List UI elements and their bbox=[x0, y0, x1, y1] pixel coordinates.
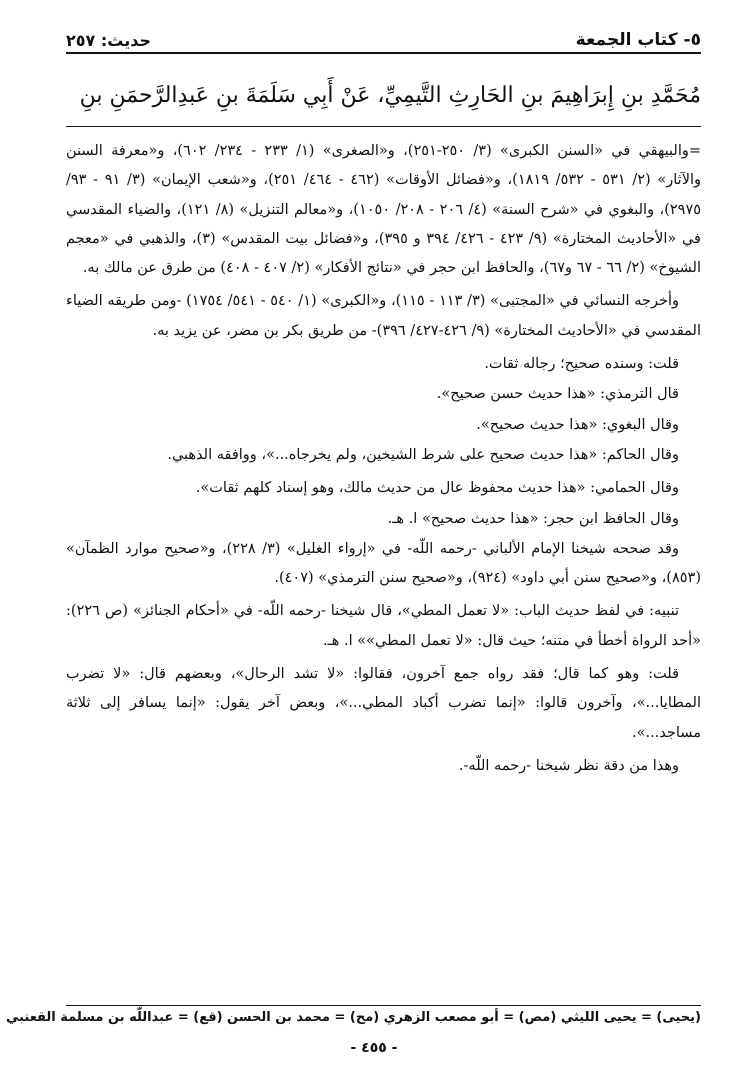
paragraph-note: تنبيه: في لفظ حديث الباب: «لا تعمل المطي»، قال شيخنا -رحمه اللّه- في «أحكام الجنائز» (ص ٢٢٦): «أحد الرواة أخطأ في متنه؛ حيث قال: «لا تعمل المطي»» ا. هـ. bbox=[66, 603, 701, 649]
paragraph-hamami: وقال الحمامي: «هذا حديث محفوظ عال من حديث مالك، وهو إسناد كلهم ثقات». bbox=[195, 480, 679, 497]
paragraph-baghawi: وقال البغوي: «هذا حديث صحيح». bbox=[476, 416, 679, 433]
running-header bbox=[66, 26, 701, 54]
paragraph-comment: قلت: وهو كما قال؛ فقد رواه جمع آخرون، فقالوا: «لا تشد الرحال»، وبعضهم قال: «لا تضرب المطايا...»، وآخرون قالوا: «إنما تضرب أكباد المطي...»، وبعض آخر يقول: «إنما يسافر إلى ثلاثة مساجد...». bbox=[66, 666, 701, 741]
paragraph-verdict: قلت: وسنده صحيح؛ رجاله ثقات. bbox=[484, 356, 679, 373]
paragraph-ibn-hajar: وقال الحافظ ابن حجر: «هذا حديث صحيح» ا. هـ. bbox=[387, 510, 679, 527]
isnad-chain: مُحَمَّدِ بنِ إِبرَاهِيمَ بنِ الحَارِثِ التَّيمِيِّ، عَنْ أَبِي سَلَمَةَ بنِ عَبدِالرَّحمَنِ بنِ bbox=[79, 83, 701, 108]
hadith-number: حديث: ٢٥٧ bbox=[66, 31, 151, 50]
chain-divider bbox=[66, 126, 701, 127]
chapter-title: ٥- كتاب الجمعة bbox=[575, 30, 701, 50]
page-number: - ٤٥٥ - bbox=[350, 1040, 398, 1056]
paragraph-sources: =والبيهقي في «السنن الكبرى» (٣/ ٢٥٠-٢٥١)، و«الصغرى» (١/ ٢٣٣ - ٢٣٤/ ٦٠٢)، و«معرفة السنن والآثار» (٢/ ٥٣١ - ٥٣٢/ ١٨١٩)، و«فضائل الأوقات» (٤٦٢ - ٤٦٤/ ٢٥١)، و«شعب الإيمان» (٣/ ٩١ - ٩٣/ ٢٩٧٥)، والبغوي في «شرح السنة» (٤/ ٢٠٦ - ٢٠٨/ ١٠٥٠)، و«معالم التنزيل» (٨/ ١٢١)، والضياء المقدسي في «الأحاديث المختارة» (٩/ ٤٢٣ - ٤٢٦/ ٣٩٤ و ٣٩٥)، و«فضائل بيت المقدس» (٣)، والذهبي في «معجم الشيوخ» (٢/ ٦٦ - ٦٧ و٦٧)، والحافظ ابن حجر في «نتائج الأفكار» (٢/ ٤٠٧ - ٤٠٨) من طرق عن مالك به. bbox=[66, 143, 702, 277]
footnote-divider bbox=[66, 1005, 701, 1006]
footnote-legend: (يحيى) = يحيى الليثي (مص) = أبو مصعب الزهري (مح) = محمد بن الحسن (قع) = عبداللّه بن مسلمة القعنبي bbox=[5, 1010, 701, 1025]
paragraph-tirmidhi: قال الترمذي: «هذا حديث حسن صحيح». bbox=[436, 386, 679, 403]
paragraph-closing: وهذا من دقة نظر شيخنا -رحمه اللّه-. bbox=[458, 757, 679, 774]
paragraph-albani: وقد صححه شيخنا الإمام الألباني -رحمه اللّه- في «إرواء الغليل» (٣/ ٢٢٨)، و«صحيح موارد الظمآن» (٨٥٣)، و«صحيح سنن أبي داود» (٩٢٤)، و«صحيح سنن الترمذي» (٤٠٧). bbox=[66, 540, 701, 587]
commentary-body bbox=[66, 137, 701, 781]
paragraph-nasai: وأخرجه النسائي في «المجتبى» (٣/ ١١٣ - ١١٥)، و«الكبرى» (١/ ٥٤٠ - ٥٤١/ ١٧٥٤) -ومن طريقه الضياء المقدسي في «الأحاديث المختارة» (٩/ ٤٢٦-٤٢٧/ ٣٩٦)- من طريق بكر بن مضر، عن يزيد به. bbox=[66, 293, 701, 339]
page bbox=[66, 26, 701, 785]
paragraph-hakim: وقال الحاكم: «هذا حديث صحيح على شرط الشيخين، ولم يخرجاه...»، ووافقه الذهبي. bbox=[167, 446, 679, 463]
